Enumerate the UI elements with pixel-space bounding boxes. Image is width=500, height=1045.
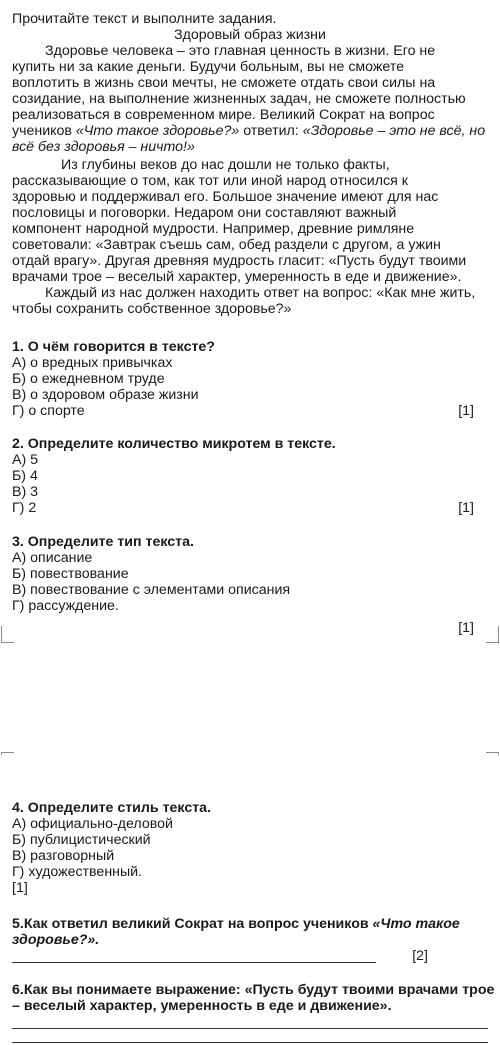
q1-option-b[interactable]: Б) о ежедневном труде xyxy=(12,371,165,387)
instruction: Прочитайте текст и выполните задания. xyxy=(12,11,277,27)
passage-line: купить ни за какие деньги. Будучи больным, вы не сможете xyxy=(12,59,405,75)
q2-option-c[interactable]: В) 3 xyxy=(12,484,39,500)
q1-option-d[interactable]: Г) о спорте xyxy=(12,403,85,419)
answer-line-6b[interactable] xyxy=(12,1042,488,1043)
passage-line: здоровью и поддерживал его. Большое значение имеют для нас xyxy=(12,189,439,205)
q4-option-b[interactable]: Б) публицистический xyxy=(12,832,151,848)
passage-line: врачами трое – веселый характер, умеренность в еде и движение». xyxy=(12,269,462,285)
passage-text: ответил: xyxy=(239,123,303,139)
passage-line: советовали: «Завтрак съешь сам, обед раздели с другом, а ужин xyxy=(12,237,441,253)
q2-option-b[interactable]: Б) 4 xyxy=(12,468,38,484)
question-6-title: 6.Как вы понимаете выражение: «Пусть будут твоими врачами трое xyxy=(12,982,495,998)
question-5-title xyxy=(12,916,488,932)
passage-text: учеников xyxy=(12,123,76,139)
q3-option-d[interactable]: Г) рассуждение. xyxy=(12,598,119,614)
q4-option-c[interactable]: В) разговорный xyxy=(12,848,115,864)
question-5-quote-end: здоровье?». xyxy=(12,932,100,948)
q4-option-a[interactable]: А) официально-деловой xyxy=(12,816,173,832)
passage-line: рассказывающие о том, как тот или иной народ относился к xyxy=(12,173,408,189)
q2-option-a[interactable]: А) 5 xyxy=(12,452,39,468)
answer-line-5[interactable] xyxy=(12,962,376,963)
passage-line: пословицы и поговорки. Недаром они составляют важный xyxy=(12,205,397,221)
passage-line: реализоваться в современном мире. Великий Сократ на вопрос xyxy=(12,107,435,123)
page-gap xyxy=(0,655,500,755)
q4-option-d[interactable]: Г) художественный. xyxy=(12,864,143,880)
quote-answer-end: всё без здоровья – ничто!» xyxy=(12,139,195,155)
question-2-title: 2. Определите количество микротем в тексте. xyxy=(12,436,336,452)
q1-option-c[interactable]: В) о здоровом образе жизни xyxy=(12,387,199,403)
passage-line: чтобы сохранить собственное здоровье?» xyxy=(12,301,292,317)
question-4-title: 4. Определите стиль текста. xyxy=(12,800,212,816)
passage-line xyxy=(12,123,488,139)
quote-question: «Что такое здоровье?» xyxy=(75,123,240,139)
question-1-title: 1. О чём говорится в тексте? xyxy=(12,339,215,355)
text-title: Здоровый образ жизни xyxy=(174,27,326,43)
passage-line: созидание, на выполнение жизненных задач, не сможете полностью xyxy=(12,91,466,107)
q1-score: [1] xyxy=(458,403,474,419)
q1-option-a[interactable]: А) о вредных привычках xyxy=(12,355,173,371)
q2-score: [1] xyxy=(458,500,474,516)
passage-line: компонент народной мудрости. Например, древние римляне xyxy=(12,221,415,237)
q3-option-a[interactable]: А) описание xyxy=(12,550,93,566)
quote-answer: «Здоровье – это не всё, но xyxy=(302,123,486,139)
answer-line-6a[interactable] xyxy=(12,1028,488,1029)
question-5-text: 5.Как ответил великий Сократ на вопрос учеников xyxy=(12,916,373,932)
passage-line: отдай врагу». Другая древняя мудрость гласит: «Пусть будут твоими xyxy=(12,253,467,269)
passage-line: Каждый из нас должен находить ответ на вопрос: «Как мне жить, xyxy=(45,285,476,301)
passage-line: Здоровье человека – это главная ценность в жизни. Его не xyxy=(45,43,436,59)
question-3-title: 3. Определите тип текста. xyxy=(12,534,194,550)
q5-score: [2] xyxy=(412,948,428,964)
q4-score: [1] xyxy=(12,880,28,896)
question-5-quote: «Что такое xyxy=(372,916,460,932)
q3-option-b[interactable]: Б) повествование xyxy=(12,566,129,582)
q3-score: [1] xyxy=(458,620,474,636)
passage-line: Из глубины веков до нас дошли не только факты, xyxy=(61,157,390,173)
q2-option-d[interactable]: Г) 2 xyxy=(12,500,37,516)
page-corner-mark xyxy=(486,626,499,643)
question-6-title-cont: – веселый характер, умеренность в еде и движение». xyxy=(12,998,392,1014)
q3-option-c[interactable]: В) повествование с элементами описания xyxy=(12,582,291,598)
passage-line: воплотить в жизнь свои мечты, не сможете отдать свои силы на xyxy=(12,75,436,91)
page-corner-mark xyxy=(1,626,14,643)
worksheet-page-2 xyxy=(0,755,500,1045)
